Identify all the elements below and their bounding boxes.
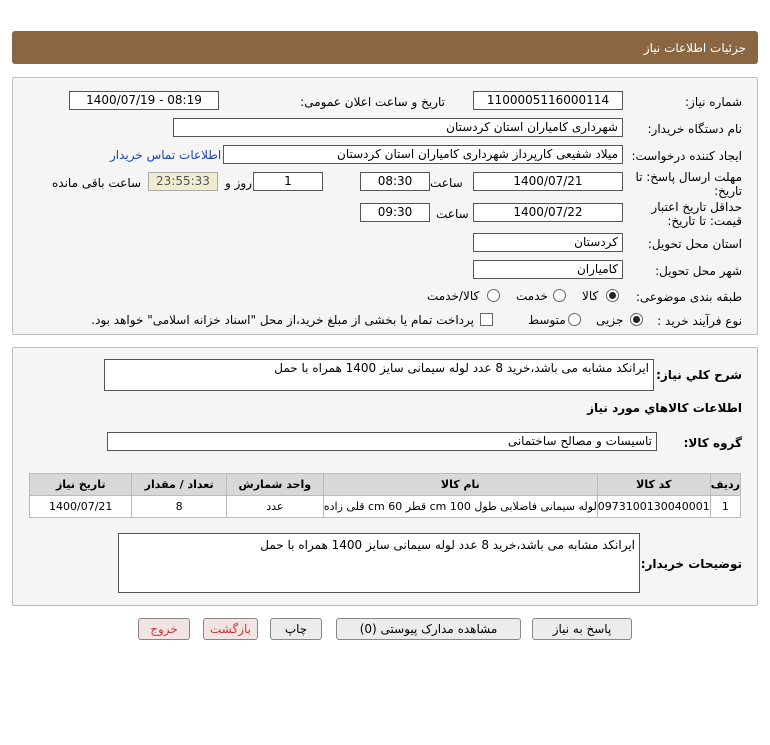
page-header <box>12 31 758 64</box>
col-code: کد کالا <box>597 474 710 496</box>
deadline-time-field: 08:30 <box>360 172 430 191</box>
creator-label: ایجاد کننده درخواست: <box>631 149 742 163</box>
goods-group-label: گروه کالا: <box>683 436 742 450</box>
col-row: ردیف <box>710 474 740 496</box>
province-field: کردستان <box>473 233 623 252</box>
remaining-time-label: ساعت باقی مانده <box>52 176 142 190</box>
table-row <box>30 496 741 518</box>
cell-name: لوله سیمانی فاضلابی طول 100 cm قطر 60 cm قلی زاده <box>323 496 597 518</box>
col-quantity: تعداد / مقدار <box>132 474 226 496</box>
process-option-minor: جزیی <box>596 313 624 327</box>
city-label: شهر محل تحویل: <box>655 264 742 278</box>
col-need-date: تاریخ نیاز <box>30 474 132 496</box>
category-option-goods-service: کالا/خدمت <box>427 289 480 303</box>
page-title: جزئیات اطلاعات نیاز <box>643 41 746 55</box>
days-remaining-field: 1 <box>253 172 323 191</box>
process-type-label: نوع فرآیند خرید : <box>657 314 742 328</box>
cell-need-date: 1400/07/21 <box>30 496 132 518</box>
deadline-time-label: ساعت <box>430 176 463 190</box>
summary-field: ایرانکد مشابه می باشد،خرید 8 عدد لوله سیمانی سایز 1400 همراه با حمل <box>104 359 654 391</box>
process-option-medium: متوسط <box>528 313 566 327</box>
need-number-field: 1100005116000114 <box>473 91 623 110</box>
buyer-notes-label: توضیحات خریدار: <box>640 557 742 571</box>
province-label: استان محل تحویل: <box>647 237 742 251</box>
treasury-checkbox[interactable] <box>480 313 493 326</box>
reply-button[interactable]: پاسخ به نیاز <box>532 618 632 640</box>
print-button[interactable]: چاپ <box>270 618 322 640</box>
process-radio-minor[interactable] <box>630 313 643 326</box>
view-attachments-button[interactable]: مشاهده مدارک پیوستی (0) <box>336 618 521 640</box>
category-option-goods: کالا <box>582 289 599 303</box>
deadline-label: مهلت ارسال پاسخ: تا تاریخ: <box>635 170 742 198</box>
col-unit: واحد شمارش <box>226 474 323 496</box>
category-radio-goods[interactable] <box>606 289 619 302</box>
validity-time-field: 09:30 <box>360 203 430 222</box>
category-option-service: خدمت <box>516 289 548 303</box>
announce-datetime-field: 1400/07/19 - 08:19 <box>69 91 219 110</box>
city-field: کامیاران <box>473 260 623 279</box>
goods-table-header <box>30 474 741 496</box>
days-label: روز و <box>225 176 252 190</box>
announce-datetime-label: تاریخ و ساعت اعلان عمومی: <box>300 95 445 109</box>
validity-date-field: 1400/07/22 <box>473 203 623 222</box>
category-radio-goods-service[interactable] <box>487 289 500 302</box>
cell-row: 1 <box>710 496 740 518</box>
exit-button[interactable]: خروج <box>138 618 190 640</box>
creator-field: میلاد شفیعی کارپرداز شهرداری کامیاران استان کردستان <box>223 145 623 164</box>
goods-group-field: تاسیسات و مصالح ساختمانی <box>107 432 657 451</box>
back-button[interactable]: بازگشت <box>203 618 258 640</box>
buyer-org-label: نام دستگاه خریدار: <box>647 122 742 136</box>
buyer-org-field: شهرداری کامیاران استان کردستان <box>173 118 623 137</box>
col-name: نام کالا <box>323 474 597 496</box>
cell-quantity: 8 <box>132 496 226 518</box>
cell-unit: عدد <box>226 496 323 518</box>
remaining-time-counter: 23:55:33 <box>148 172 218 191</box>
treasury-note: پرداخت تمام یا بخشی از مبلغ خرید،از محل "اسناد خزانه اسلامی" خواهد بود. <box>91 313 474 327</box>
deadline-date-field: 1400/07/21 <box>473 172 623 191</box>
need-number-label: شماره نیاز: <box>685 95 742 109</box>
buyer-notes-field: ایرانکد مشابه می باشد،خرید 8 عدد لوله سیمانی سایز 1400 همراه با حمل <box>118 533 640 593</box>
price-validity-label: حداقل تاریخ اعتبار قیمت: تا تاریخ: <box>651 200 742 228</box>
process-radio-medium[interactable] <box>568 313 581 326</box>
goods-section-title: اطلاعات کالاهاي مورد نياز <box>587 401 742 415</box>
buyer-contact-link[interactable]: اطلاعات تماس خریدار <box>110 148 222 162</box>
validity-time-label: ساعت <box>436 207 469 221</box>
category-label: طبقه بندی موضوعی: <box>635 290 742 304</box>
category-radio-service[interactable] <box>553 289 566 302</box>
summary-label: شرح کلي نياز: <box>656 368 742 382</box>
goods-table <box>29 473 741 518</box>
cell-code: 0973100130040001 <box>597 496 710 518</box>
